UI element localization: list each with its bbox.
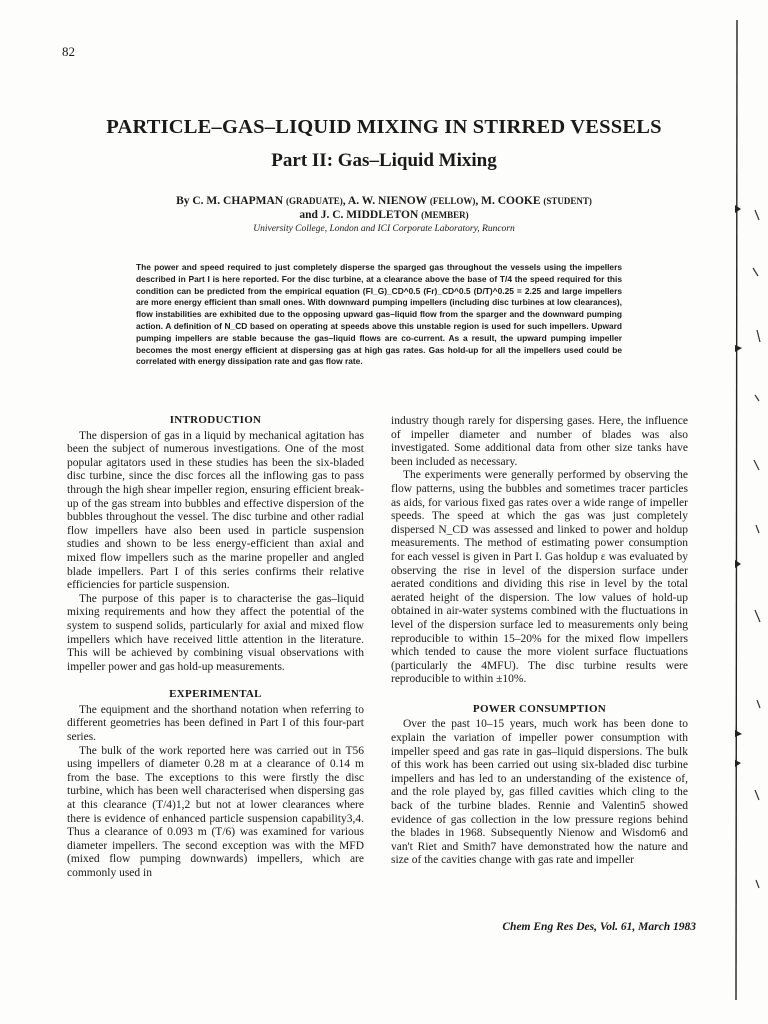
left-column	[67, 414, 364, 881]
author-1: By C. M. CHAPMAN	[176, 195, 284, 207]
authors-line-1	[0, 195, 768, 207]
journal-citation-footer: Chem Eng Res Des, Vol. 61, March 1983	[502, 921, 696, 933]
author-2: , A. W. NIENOW	[342, 195, 427, 207]
author-3-role: (STUDENT)	[543, 196, 592, 206]
binding-edge-scan-artifact	[733, 0, 768, 1024]
abstract: The power and speed required to just completely disperse the sparged gas throughout the vessels using the impellers described in Part I is here reported. For the disc turbine, at a clearance above the base of T/4 the speed required for this condition can be predicted from the empirical equation (Fl_G)_CD^0.5 (Fr)_CD^0.5 (D/T)^0.25 = 2.25 and large impellers are more energy efficient than small ones. With downward pumping impellers (including disc turbines at low clearances), flow instabilities are exhibited due to the opposing upward gas–liquid flow from the sparger and the downward pumping action. A definition of N_CD based on operating at speeds above this unstable region is used for such impellers. Upward pumping impellers are stable because the gas–liquid flows are co-current. As a result, the upward pumping impeller becomes the most energy efficient at dispersing gas at high gas rates. Gas hold-up for all the impellers used could be correlated with energy dissipation rate and gas flow rate.	[136, 262, 622, 367]
power-consumption-heading: POWER CONSUMPTION	[472, 702, 607, 715]
authors-line-2	[0, 209, 768, 221]
paper-subtitle: Part II: Gas–Liquid Mixing	[271, 150, 497, 171]
author-4: and J. C. MIDDLETON	[299, 209, 419, 221]
introduction-heading: INTRODUCTION	[169, 414, 262, 426]
affiliation: University College, London and ICI Corporate Laboratory, Runcorn	[253, 224, 515, 234]
author-2-role: (FELLOW)	[429, 196, 476, 206]
power-consumption-paragraph: Over the past 10–15 years, much work has been done to explain the variation of impeller power consumption with impeller speed and gas rate in gas–liquid dispersions. The bulk of this work has been carried out using six-bladed disc turbine impellers and has led to an understanding of the existence of, and the role played by, gas filled cavities which cling to the back of the turbine blades. Rennie and Valentin5 showed evidence of gas collection in the low pressure regions behind the blades in 1968. Subsequently Nienow and Wisdom6 and van't Riet and Smith7 have demonstrated how the nature and size of the cavities change with gas rate and impeller	[391, 718, 688, 867]
author-1-role: (GRADUATE)	[285, 196, 343, 206]
author-3: , M. COOKE	[475, 195, 541, 207]
experimental-paragraph: The equipment and the shorthand notation when referring to different geometries has been defined in Part I of this four-part series.	[67, 703, 364, 744]
author-4-role: (MEMBER)	[421, 210, 469, 220]
page-number: 82	[62, 44, 75, 59]
paper-title: PARTICLE–GAS–LIQUID MIXING IN STIRRED VESSELS	[106, 116, 662, 138]
experimental-paragraph: The experiments were generally performed by observing the flow patterns, using the bubbles and sometimes tracer particles as aids, for various fixed gas rates over a wide range of impeller speeds. The speed at which the gas was just completely dispersed N_CD was assessed and linked to power and holdup measurements. The method of estimating power consumption for each vessel is given in Part I. Gas holdup ε was evaluated by observing the rise in level of the dispersion surface under aerated conditions and dividing this rise in level by the total aerated height of the dispersion. The low values of hold-up obtained in air-water systems combined with the fluctuations in level of the dispersion surface led to measurements only being reproducible to within 15–20% for the mixed flow impellers which tended to cause the more violent surface fluctuations (particularly the 4MFU). The disc turbine results were reproducible to within ±10%.	[391, 469, 688, 686]
introduction-paragraph: The purpose of this paper is to characterise the gas–liquid mixing requirements and how they affect the potential of the system to suspend solids, particularly for axial and mixed flow impellers which have received little attention in the literature. This will be achieved by combining visual observations with impeller power and gas hold-up measurements.	[67, 592, 364, 673]
introduction-paragraph: The dispersion of gas in a liquid by mechanical agitation has been the subject of numerous investigations. One of the most popular agitators used in these studies has been the six-bladed disc turbine, since the disc forces all the inflowing gas to pass through the high shear impeller region, ensuring efficient break-up of the gas stream into bubbles and effective dispersion of the bubbles throughout the vessel. The disc turbine and other radial flow impellers have also been used in particle suspension studies and shown to be less energy-efficient than axial and mixed flow impellers such as the marine propeller and angled blade impellers. Part I of this series confirms their relative efficiencies for particle suspension.	[67, 429, 364, 592]
right-column	[391, 415, 688, 868]
experimental-continued: industry though rarely for dispersing gases. Here, the influence of impeller diameter and number of blades was also investigated. Some additional data from other size tanks have been included as necessary.	[391, 415, 688, 468]
experimental-heading: EXPERIMENTAL	[169, 688, 262, 701]
experimental-paragraph: The bulk of the work reported here was carried out in T56 using impellers of diameter 0.28 m at a clearance of 0.14 m from the base. The exceptions to this were firstly the disc turbine, which has been well characterised when dispersing gas at this clearance (T/4)1,2 but not at lower clearances where there is evidence of enhanced particle suspension capability3,4. Thus a clearance of 0.093 m (T/6) was examined for various diameter impellers. The second exception was with the MFD (mixed flow pumping downwards) impellers, which are commonly used in	[67, 744, 364, 879]
